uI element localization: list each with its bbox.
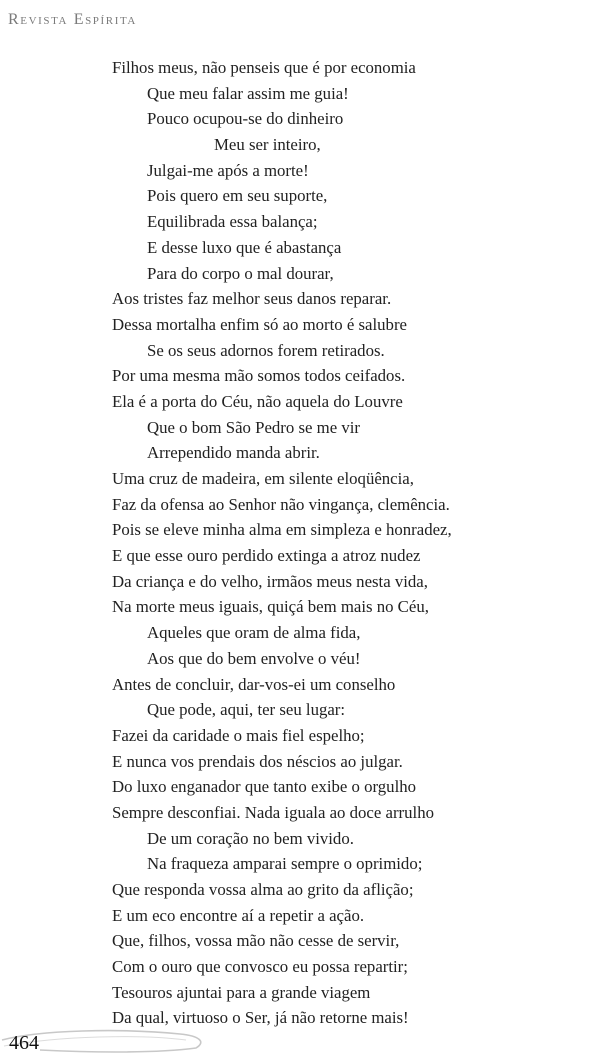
poem-line: Pois se eleve minha alma em simpleza e honradez,: [112, 520, 452, 540]
poem-line: Aos que do bem envolve o véu!: [147, 648, 361, 668]
poem-line: Uma cruz de madeira, em silente eloqüência,: [112, 469, 414, 488]
poem-line: Julgai-me após a morte!: [147, 160, 309, 180]
poem-line: Que meu falar assim me guia!: [147, 83, 349, 103]
poem-line: Que o bom São Pedro se me vir: [147, 417, 360, 437]
poem-line: Meu ser inteiro,: [214, 135, 321, 155]
poem-line: E um eco encontre aí a repetir a ação.: [112, 905, 365, 925]
poem-line: Equilibrada essa balança;: [147, 212, 318, 232]
poem-line: Da qual, virtuoso o Ser, já não retorne mais!: [112, 1008, 409, 1028]
running-header: Revista Espírita: [8, 11, 137, 28]
poem-line: Antes de concluir, dar-vos-ei um conselho: [112, 674, 396, 694]
poem-body: [112, 55, 582, 1031]
poem-line: Para do corpo o mal dourar,: [147, 263, 334, 283]
poem-line: Aos tristes faz melhor seus danos reparar.: [112, 289, 392, 309]
poem-line: Com o ouro que convosco eu possa repartir;: [112, 957, 408, 977]
poem-line: Que, filhos, vossa mão não cesse de servir,: [112, 931, 400, 951]
poem-line: Pouco ocupou-se do dinheiro: [147, 109, 344, 129]
poem-line: Na fraqueza amparai sempre o oprimido;: [147, 854, 423, 874]
poem-line: E que esse ouro perdido extinga a atroz nudez: [112, 546, 421, 566]
poem-line: Se os seus adornos forem retirados.: [147, 340, 385, 360]
poem-line: Que responda vossa alma ao grito da aflição;: [112, 880, 414, 899]
poem-line: Ela é a porta do Céu, não aquela do Louvre: [112, 391, 403, 411]
poem-line: Faz da ofensa ao Senhor não vingança, clemência.: [112, 494, 450, 514]
poem-line: Dessa mortalha enfim só ao morto é salubre: [112, 314, 407, 334]
poem-line: Do luxo enganador que tanto exibe o orgulho: [112, 777, 417, 797]
poem-line: Filhos meus, não penseis que é por economia: [112, 58, 416, 77]
poem-line: Aqueles que oram de alma fida,: [147, 623, 361, 643]
poem-line: E desse luxo que é abastança: [147, 237, 342, 257]
poem-line: Sempre desconfiai. Nada iguala ao doce arrulho: [112, 802, 434, 822]
poem-line: Na morte meus iguais, quiçá bem mais no Céu,: [112, 597, 429, 617]
poem-line: Tesouros ajuntai para a grande viagem: [112, 982, 371, 1002]
poem-line: Arrependido manda abrir.: [147, 443, 320, 463]
poem-line: Por uma mesma mão somos todos ceifados.: [112, 366, 406, 386]
poem-line: Que pode, aqui, ter seu lugar:: [147, 700, 346, 720]
page-number: 464: [9, 1032, 39, 1054]
poem-line: Da criança e do velho, irmãos meus nesta vida,: [112, 571, 428, 591]
poem-line: Pois quero em seu suporte,: [147, 186, 328, 206]
poem-line: De um coração no bem vivido.: [147, 828, 354, 848]
poem-line: E nunca vos prendais dos néscios ao julgar.: [112, 751, 403, 771]
poem-line: Fazei da caridade o mais fiel espelho;: [112, 725, 365, 745]
